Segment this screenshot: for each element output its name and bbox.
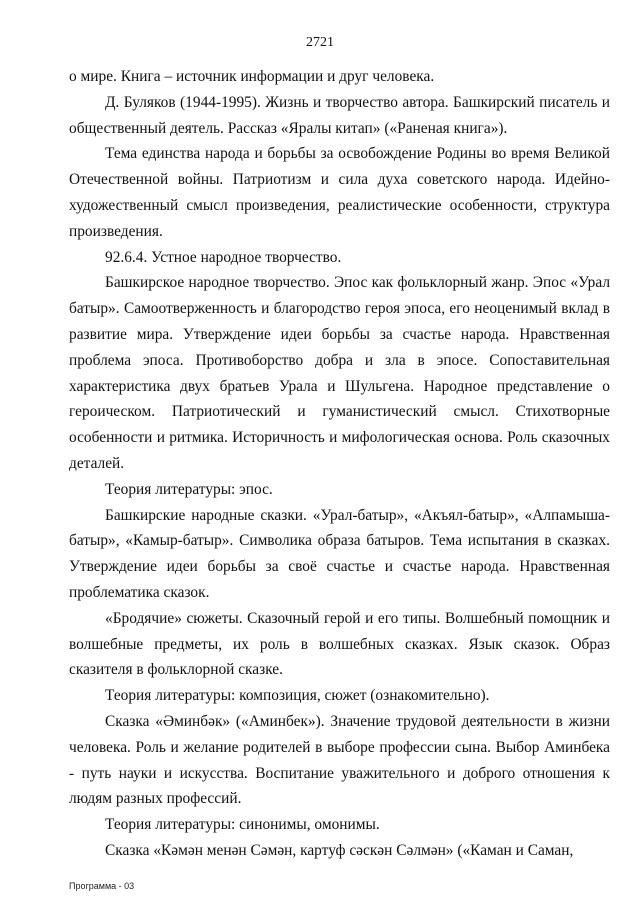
paragraph-theory-synonyms: Теория литературы: синонимы, омонимы. <box>105 816 380 834</box>
paragraph-theory-epic: Теория литературы: эпос. <box>105 480 273 498</box>
page-number: 2721 <box>306 35 334 50</box>
page-footer: Программа - 03 <box>69 881 135 891</box>
paragraph-folk-tales: Башкирские народные сказки. «Урал-батыр», «Акъял-батыр», «Алпамыша-батыр», «Камыр-батыр». Символика образа батыров. Тема испытания в сказках. Утверждение идеи борьбы за своё счастье и счастье народа. Нравственная проблематика сказок. <box>69 506 610 601</box>
body-text <box>69 64 610 864</box>
paragraph-continuation: о мире. Книга – источник информации и друг человека. <box>69 68 435 85</box>
paragraph-wandering-plots: «Бродячие» сюжеты. Сказочный герой и его типы. Волшебный помощник и волшебные предметы, их роль в волшебных сказках. Язык сказок. Образ сказителя в фольклорной сказке. <box>69 609 610 679</box>
paragraph-bulyakov: Д. Буляков (1944-1995). Жизнь и творчество автора. Башкирский писатель и общественный деятель. Рассказ «Яралы китап» («Раненая книга»). <box>69 93 610 137</box>
paragraph-theme-unity: Тема единства народа и борьбы за освобождение Родины во время Великой Отечественной войны. Патриотизм и сила духа советского народа. Идейно-художественный смысл произведения, реалистические особенности, структура произведения. <box>69 145 610 240</box>
paragraph-kaman-saman: Сказка «Кәмән менән Сәмән, картуф сәскән Сәлмән» («Каман и Саман, <box>105 841 574 859</box>
paragraph-folk-epic: Башкирское народное творчество. Эпос как фольклорный жанр. Эпос «Урал батыр». Самоотверженность и благородство героя эпоса, его неоценимый вклад в развитие мира. Утверждение идеи борьбы за счастье народа. Нравственная проблема эпоса. Противоборство добра и зла в эпосе. Сопоставительная характеристика двух братьев Урала и Шульгена. Народное представление о героическом. Патриотический и гуманистический смысл. Стихотворные особенности и ритмика. Историчность и мифологическая основа. Роль сказочных деталей. <box>69 274 610 472</box>
paragraph-aminbek: Сказка «Әминбәк» («Аминбек»). Значение трудовой деятельности в жизни человека. Роль и желание родителей в выборе профессии сына. Выбор Аминбека - путь науки и искусства. Воспитание уважительного и доброго отношения к людям разных профессий. <box>69 712 610 808</box>
section-heading: 92.6.4. Устное народное творчество. <box>105 248 342 266</box>
paragraph-theory-composition: Теория литературы: композиция, сюжет (ознакомительно). <box>105 687 490 705</box>
